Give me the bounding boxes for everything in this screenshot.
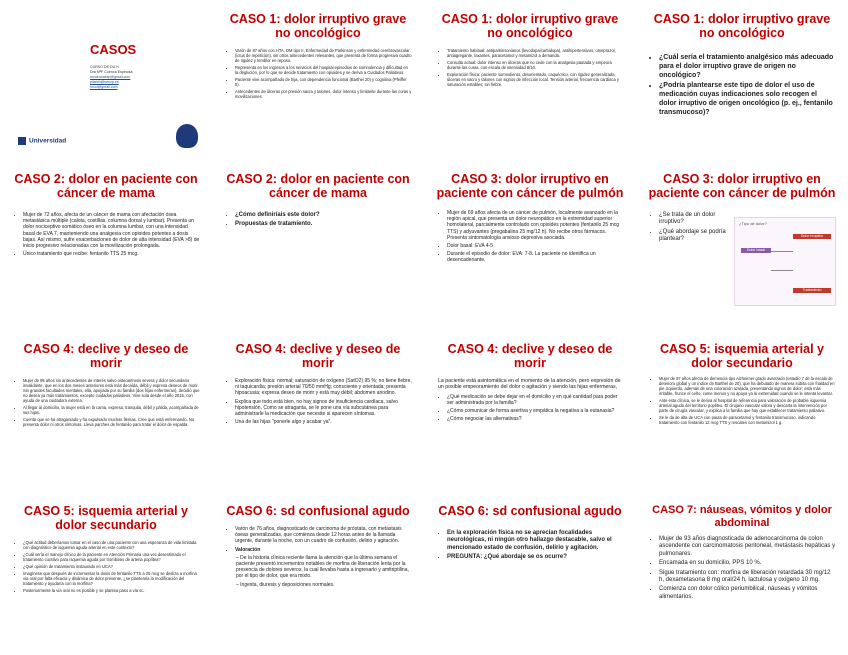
list-item: • Al llegar al domicilio, la mujer está en la cama, expresa, tranquila, débil y pálida, acompañada de sus hijas. [23, 405, 200, 415]
list-item: • ¿Qué actitud deberíamos tomar en el caso de una paciente con una esperanza de vida limitada con diagnóstico de isquemia aguda arterial en este contexto? [23, 540, 200, 550]
list-item: • Exploración física: normal; saturación de oxígeno (SatO2) 95 %; no tiene fiebre, ni taquicardia; presión arterial 70/50 mmHg; consciente y orientada; presenta hipoacusia; expresa deseo de morir y está muy débil; abdomen anodino. [235, 378, 412, 397]
list-item: • Consulta actual: dolor intenso en úlceras que no cede con la analgesia pautada y empeora durante las curas, con escala de intensidad 8/10. [447, 60, 624, 70]
slide-caso1-a[interactable] [216, 4, 420, 159]
list-item: • ¿Qué opinión de tratamiento instaurado en UCA? [23, 564, 200, 569]
slide-title: CASO 3: dolor irruptivo en paciente con cáncer de pulmón [648, 172, 836, 200]
list-item: • Una de las hijas "ponerle algo y acabar ya". [235, 419, 412, 425]
list-item: • ¿Podría plantearse este tipo de dolor el uso de medicación cuyas indicaciones solo recogen el dolor irruptivo de origen oncológico (p. ej., fentanilo transmucoso)? [659, 82, 836, 117]
list-item: • Varón de 76 años, diagnosticado de carcinoma de próstata, con metástasis óseas generalizadas, que comienza desde 12 horas antes de la llamada urgente, durante la noche, con un cuadro de confusión, delirio y agitación. [235, 526, 412, 545]
seal-logo-icon [176, 124, 198, 148]
list-item: • Imagínese que después de incrementar la dosis de fentanilo TTS a 25 mcg se desliza a morfina vía oral por falta eficacia y dinámica de dolor presente, ¿se plantearía la modificación del tratamiento y ayudaría con la morfina? [23, 571, 200, 586]
slide-caso5-b[interactable] [4, 496, 208, 651]
list-item: • PREGUNTA: ¿Qué abordaje se os ocurre? [447, 554, 624, 561]
slide-title: CASO 1: dolor irruptivo grave no oncológico [229, 12, 407, 40]
list-item: • Explica que todo está bien, no hay signos de insuficiencia cardíaca, salvo hipotensión. Como se atraganta, se le pone una vía subcutánea para administrarle la medicación que necesite si aparecen síntomas. [235, 399, 412, 418]
slide-caso6-a[interactable] [216, 496, 420, 651]
slide-caso3-a[interactable] [428, 164, 632, 319]
list-item: • Representa en los ingresos a los servicios del hospital episodios de somnolencia y dificultad en la deglución, por lo que se decide tratamiento con opioides y se deriva a Cuidados Paliativos. [235, 65, 412, 75]
slide-title: CASO 6: sd confusional agudo [438, 504, 622, 518]
list-item: • ¿Se trata de un dolor irruptivo? [659, 212, 732, 227]
slide-title: CASO 5: isquemia arterial y dolor secundario [660, 342, 824, 370]
list-item: • ¿Cuál sería el manejo clínico de la paciente en Atención Primaria una vez desestimado el tratamiento curativo para isquemia aguda por trombosis de arteria poplítea? [23, 552, 200, 562]
diagram-box: Dolor irruptivo [793, 234, 831, 239]
cover-line: CURSO DE DU H [90, 65, 119, 69]
list-item: • Paciente vive acompañado de hija, con dependencia funcional (Barthel 20) y cognitiva (Pfeiffer 6). [235, 77, 412, 87]
cover-email[interactable]: mcuencaesp@gmail.com [90, 75, 131, 79]
list-item: • Posteriormente la vía oral no es posible y se plantea paso a vía sc. [23, 588, 200, 593]
slide-caso7[interactable] [640, 496, 844, 651]
slide-title: CASO 1: dolor irruptivo grave no oncológico [441, 12, 619, 40]
paragraph: La paciente está asintomática en el momento de la atención, pero expresión de un posible empeoramiento del dolor o agitación y siendo las hijas enfermeras, [438, 378, 621, 391]
slide-caso4-b[interactable] [216, 334, 420, 489]
diagram-box: Tratamiento [793, 288, 831, 293]
sub-list-item: – Ingesta, diuresis y deposiciones normales. [236, 582, 412, 588]
slide-title: CASO 1: dolor irruptivo grave no oncológico [653, 12, 831, 40]
slide-caso6-b[interactable] [428, 496, 632, 651]
list-item: • Exploración física: paciente somnoliento, desorientado, caquéctico, con rigidez generalizada, úlceras en sacro y talones con signos de infección local. Tensión arterial, frecuencia cardíaca y saturación estables; sin fiebre. [447, 72, 624, 87]
diagram-title: ¿Tipo de dolor? [739, 221, 767, 226]
list-item: • ¿Cuál sería el tratamiento analgésico más adecuado para el dolor irruptivo grave de origen no oncológico? [659, 54, 836, 80]
cover-email[interactable]: pilarch@seucp.es [90, 80, 119, 84]
slide-caso5-a[interactable] [640, 334, 844, 489]
list-item: • En la exploración física no se aprecian focalidades neurológicas, ni ningún otro hallazgo destacable, salvo el mencionado estado de confusión, delirio y agitación. [447, 530, 624, 552]
slide-caso1-c[interactable] [640, 4, 844, 159]
list-item: • Ante esta clínica, se le deriva al hospital de referencia para valoración de probable isquemia arterial aguda del territorio popliteo. El cirujano vascular valora y descarta la intervención por parte de cirugía vascular, y explica a la familia que hay que establecer tratamiento paliativo. [659, 398, 836, 413]
slide-title: CASO 4: declive y deseo de morir [447, 342, 613, 370]
list-item: • Se le da de alta de UCA con pauta de paracetamol y fentanilo transmucoso, indicando tratamiento con fentanilo 12 mcg TTS y rescates con metamizol 1 g. [659, 415, 836, 425]
list-item: • ¿Cómo negociar las alternativas? [447, 416, 624, 422]
slide-title: CASO 6: sd confusional agudo [226, 504, 410, 518]
list-item: • Cuenta que se ha atragantado y ha expulsado muchas flemas. Cree que está enfermando. No presenta dolor ni otros síntomas. Lleva parches de fentanilo para tratar el dolor de espalda. [23, 417, 200, 427]
slide-caso4-c[interactable] [428, 334, 632, 489]
slide-title: CASO 3: dolor irruptivo en paciente con cáncer de pulmón [436, 172, 624, 200]
slide-title: CASO 2: dolor en paciente con cáncer de mama [14, 172, 198, 200]
cover-title: CASOS [90, 42, 137, 57]
list-item: • ¿Qué medicación se debe dejar en el domicilio y en qué cantidad para poder ser administrada por la familia? [447, 394, 624, 406]
slide-caso2-b[interactable] [216, 164, 420, 319]
sub-list-item: – De la historia clínica reciente llama la atención que la última semana el paciente presentó incrementos notables de morfina de liberación lenta por la presencia de dolores severos, la cual llevaba hasta a ingresarlo y amitriptilina, por el tipo de dolor, que era mixto. [236, 555, 412, 580]
slide-caso4-a[interactable] [4, 334, 208, 489]
list-item: • ¿Cómo definiríais este dolor? [235, 212, 412, 219]
cover-email[interactable]: mcol@gmail.com [90, 85, 118, 89]
cover-line: Dra MªF Cuenca Espinosa [90, 70, 133, 74]
pain-diagram [734, 217, 836, 306]
list-item: • Comienza con dolor cólico periumbilical, náuseas y vómitos alimentarios. [659, 586, 836, 601]
list-item: • ¿Cómo comunicar de forma asertiva y empática la negativa a la eutanasia? [447, 408, 624, 414]
list-item: • Único tratamiento que recibe: fentanilo TTS 25 mcg. [23, 251, 200, 257]
list-item: • Valoración [235, 547, 412, 553]
list-item: • Mujer de 69 años afecta de un cáncer de pulmón, localmente avanzado en la región apical, que presenta un dolor neuropático en la extremidad superior homolateral, parcialmente controlado con opioides potentes (fentanilo 25 mcg TTS) y adyuvantes (pregabalina 25 mg/12 h). No recibe otros fármacos. Presenta sintomatología ansioso depresiva asociada. [447, 210, 624, 241]
logo-text: Universidad [29, 137, 67, 145]
slide-title: CASO 2: dolor en paciente con cáncer de mama [226, 172, 410, 200]
diagram-box: Dolor basal [741, 248, 771, 253]
list-item: • Mujer de 72 años, afecta de un cáncer de mama con afectación ósea metastásica múltiple (calota, costillas, columna dorsal y lumbar). Presenta un dolor nociceptivo somático óseo en la columna lumbar, con una intensidad basal de EVA 7, manteniendo una analgesia con opioides potentes a dosis bajas. Así mismo, sufre exacerbaciones de dolor de alta intensidad (EVA >8) de inicio progresivo relacionadas con la movilización prolongada. [23, 212, 200, 249]
list-item: • Propuestas de tratamiento. [235, 221, 412, 228]
list-item: • Tratamiento habitual: antiparkinsonianos (levodopa/carbidopa), antihipertensivos, omeprazol, antiagregante, laxantes, paracetamol y metamizol a demanda. [447, 48, 624, 58]
list-item: • Sigue tratamiento con: morfina de liberación retardada 30 mg/12 h, dexametasona 8 mg oral/24 h, lactulosa y oxígeno 10 mg. [659, 570, 836, 585]
list-item: • Varón de 87 años con HTA, DM tipo II, Enfermedad de Parkinson y enfermedad cerebrovascular (ictus de repetición), sin otros antecedentes relevantes, que presenta de forma progresiva cuadro de rigidez y temblor en reposo. [235, 48, 412, 63]
slide-title: CASO 5: isquemia arterial y dolor secundario [24, 504, 188, 532]
university-logo-icon [18, 137, 66, 145]
slide-title: CASO 7: náuseas, vómitos y dolor abdominal [652, 504, 832, 529]
list-item: • Mujer de 93 años diagnosticada de adenocarcinoma de colon ascendente con carcinomatosis peritoneal, metástasis hepáticas y pulmonares. [659, 536, 836, 558]
list-item: • Encamada en su domicilio, PPS 10 %. [659, 560, 836, 567]
cover-lines [90, 65, 208, 90]
slide-caso2-a[interactable] [4, 164, 208, 319]
list-item: • Antecedentes de úlceras por presión sacra y talones, dolor intenso y limitante durante las curas y movilizaciones. [235, 89, 412, 99]
list-item: • Mujer de 95 años sin antecedentes de interés salvo osteoartrosis severa y dolor secundario invalidante, que en los dos meses anteriores está más decaída, débil y expresa deseos de morir. Sin grandes facultades mentales, ella, apoyada por su familia (dos hijas enfermeras), decidió que no desea ya más tratamientos, excepto cuidados paliativos. Vive sola desde el año 2015, con ayuda de una cuidadora externa. [23, 378, 200, 403]
slide-title: CASO 4: declive y deseo de morir [23, 342, 189, 370]
list-item: • ¿Qué abordaje se podría plantear? [659, 229, 732, 244]
diagram-connector [771, 270, 793, 271]
list-item: • Mujer de 97 años afecta de demencia tipo Alzheimer grado avanzado (estadio 7 de la escala de deterioro global y un índice de Barthel de 20), que ha debutado de manera súbita con frialdad en pie izquierdo, además de una coloración azulada, presentando signos de dolor; está más irritable, frunce el ceño, come menos y no apoya ya la extremidad cuando se le intenta levantar. [659, 376, 836, 396]
list-item: • Durante el episodio de dolor: EVA: 7-8. La paciente no identifica un desencadenante. [447, 251, 624, 263]
slide-caso1-b[interactable] [428, 4, 632, 159]
diagram-connector [771, 251, 793, 252]
list-item: • Dolor basal: EVA 4-5 [447, 243, 624, 249]
slide-title: CASO 4: declive y deseo de morir [235, 342, 401, 370]
